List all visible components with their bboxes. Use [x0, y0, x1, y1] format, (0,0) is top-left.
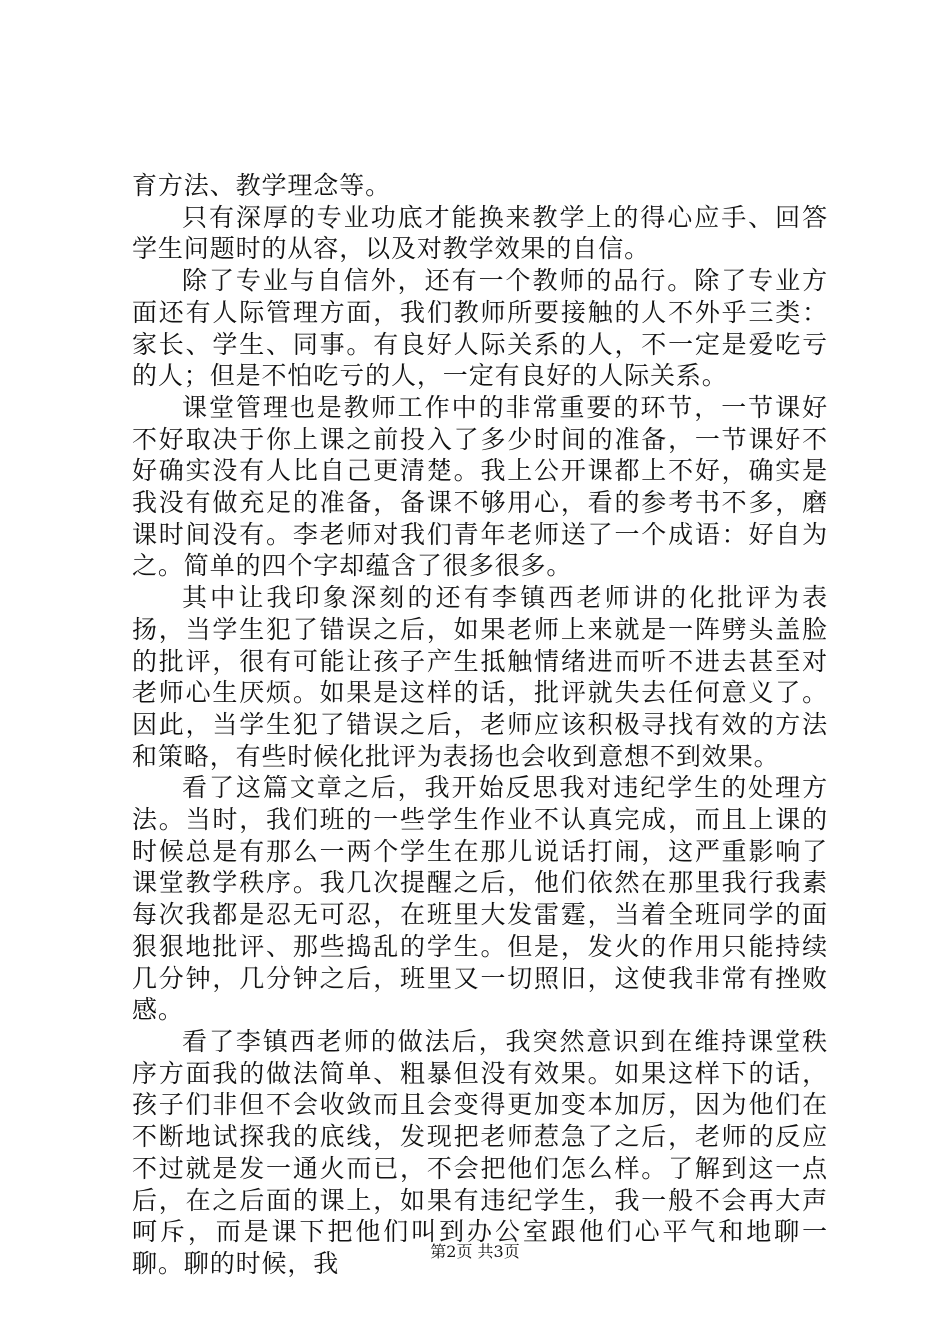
document-body [132, 170, 828, 1280]
paragraph-2: 只有深厚的专业功底才能换来教学上的得心应手、回答学生问题时的从容，以及对教学效果的自信。 [132, 202, 828, 264]
paragraph-4: 课堂管理也是教师工作中的非常重要的环节，一节课好不好取决于你上课之前投入了多少时间的准备，一节课好不好确实没有人比自己更清楚。我上公开课都上不好，确实是我没有做充足的准备，备课不够用心，看的参考书不多，磨课时间没有。李老师对我们青年老师送了一个成语：好自为之。简单的四个字却蕴含了很多很多。 [132, 392, 828, 581]
paragraph-1: 育方法、教学理念等。 [132, 171, 392, 200]
paragraph-6: 看了这篇文章之后，我开始反思我对违纪学生的处理方法。当时，我们班的一些学生作业不认真完成，而且上课的时候总是有那么一两个学生在那儿说话打闹，这严重影响了课堂教学秩序。我几次提醒之后，他们依然在那里我行我素每次我都是忍无可忍，在班里大发雷霆，当着全班同学的面狠狠地批评、那些捣乱的学生。但是，发火的作用只能持续几分钟，几分钟之后，班里又一切照旧，这使我非常有挫败感。 [132, 773, 828, 1025]
page-number-footer: 第2页 共3页 [430, 1242, 520, 1261]
paragraph-5: 其中让我印象深刻的还有李镇西老师讲的化批评为表扬，当学生犯了错误之后，如果老师上来就是一阵劈头盖脸的批评，很有可能让孩子产生抵触情绪进而听不进去甚至对老师心生厌烦。如果是这样的话，批评就失去任何意义了。因此，当学生犯了错误之后，老师应该积极寻找有效的方法和策略，有些时候化批评为表扬也会收到意想不到效果。 [132, 583, 828, 771]
paragraph-7: 看了李镇西老师的做法后，我突然意识到在维持课堂秩序方面我的做法简单、粗暴但没有效果。如果这样下的话，孩子们非但不会收敛而且会变得更加变本加厉，因为他们在不断地试探我的底线，发现把老师惹急了之后，老师的反应不过就是发一通火而已，不会把他们怎么样。了解到这一点后，在之后面的课上，如果有违纪学生，我一般不会再大声呵斥，而是课下把他们叫到办公室跟他们心平气和地聊一聊。聊的时候，我 [132, 1026, 828, 1278]
paragraph-3: 除了专业与自信外，还有一个教师的品行。除了专业方面还有人际管理方面，我们教师所要接触的人不外乎三类：家长、学生、同事。有良好人际关系的人，不一定是爱吃亏的人；但是不怕吃亏的人，一定有良好的人际关系。 [132, 266, 828, 391]
